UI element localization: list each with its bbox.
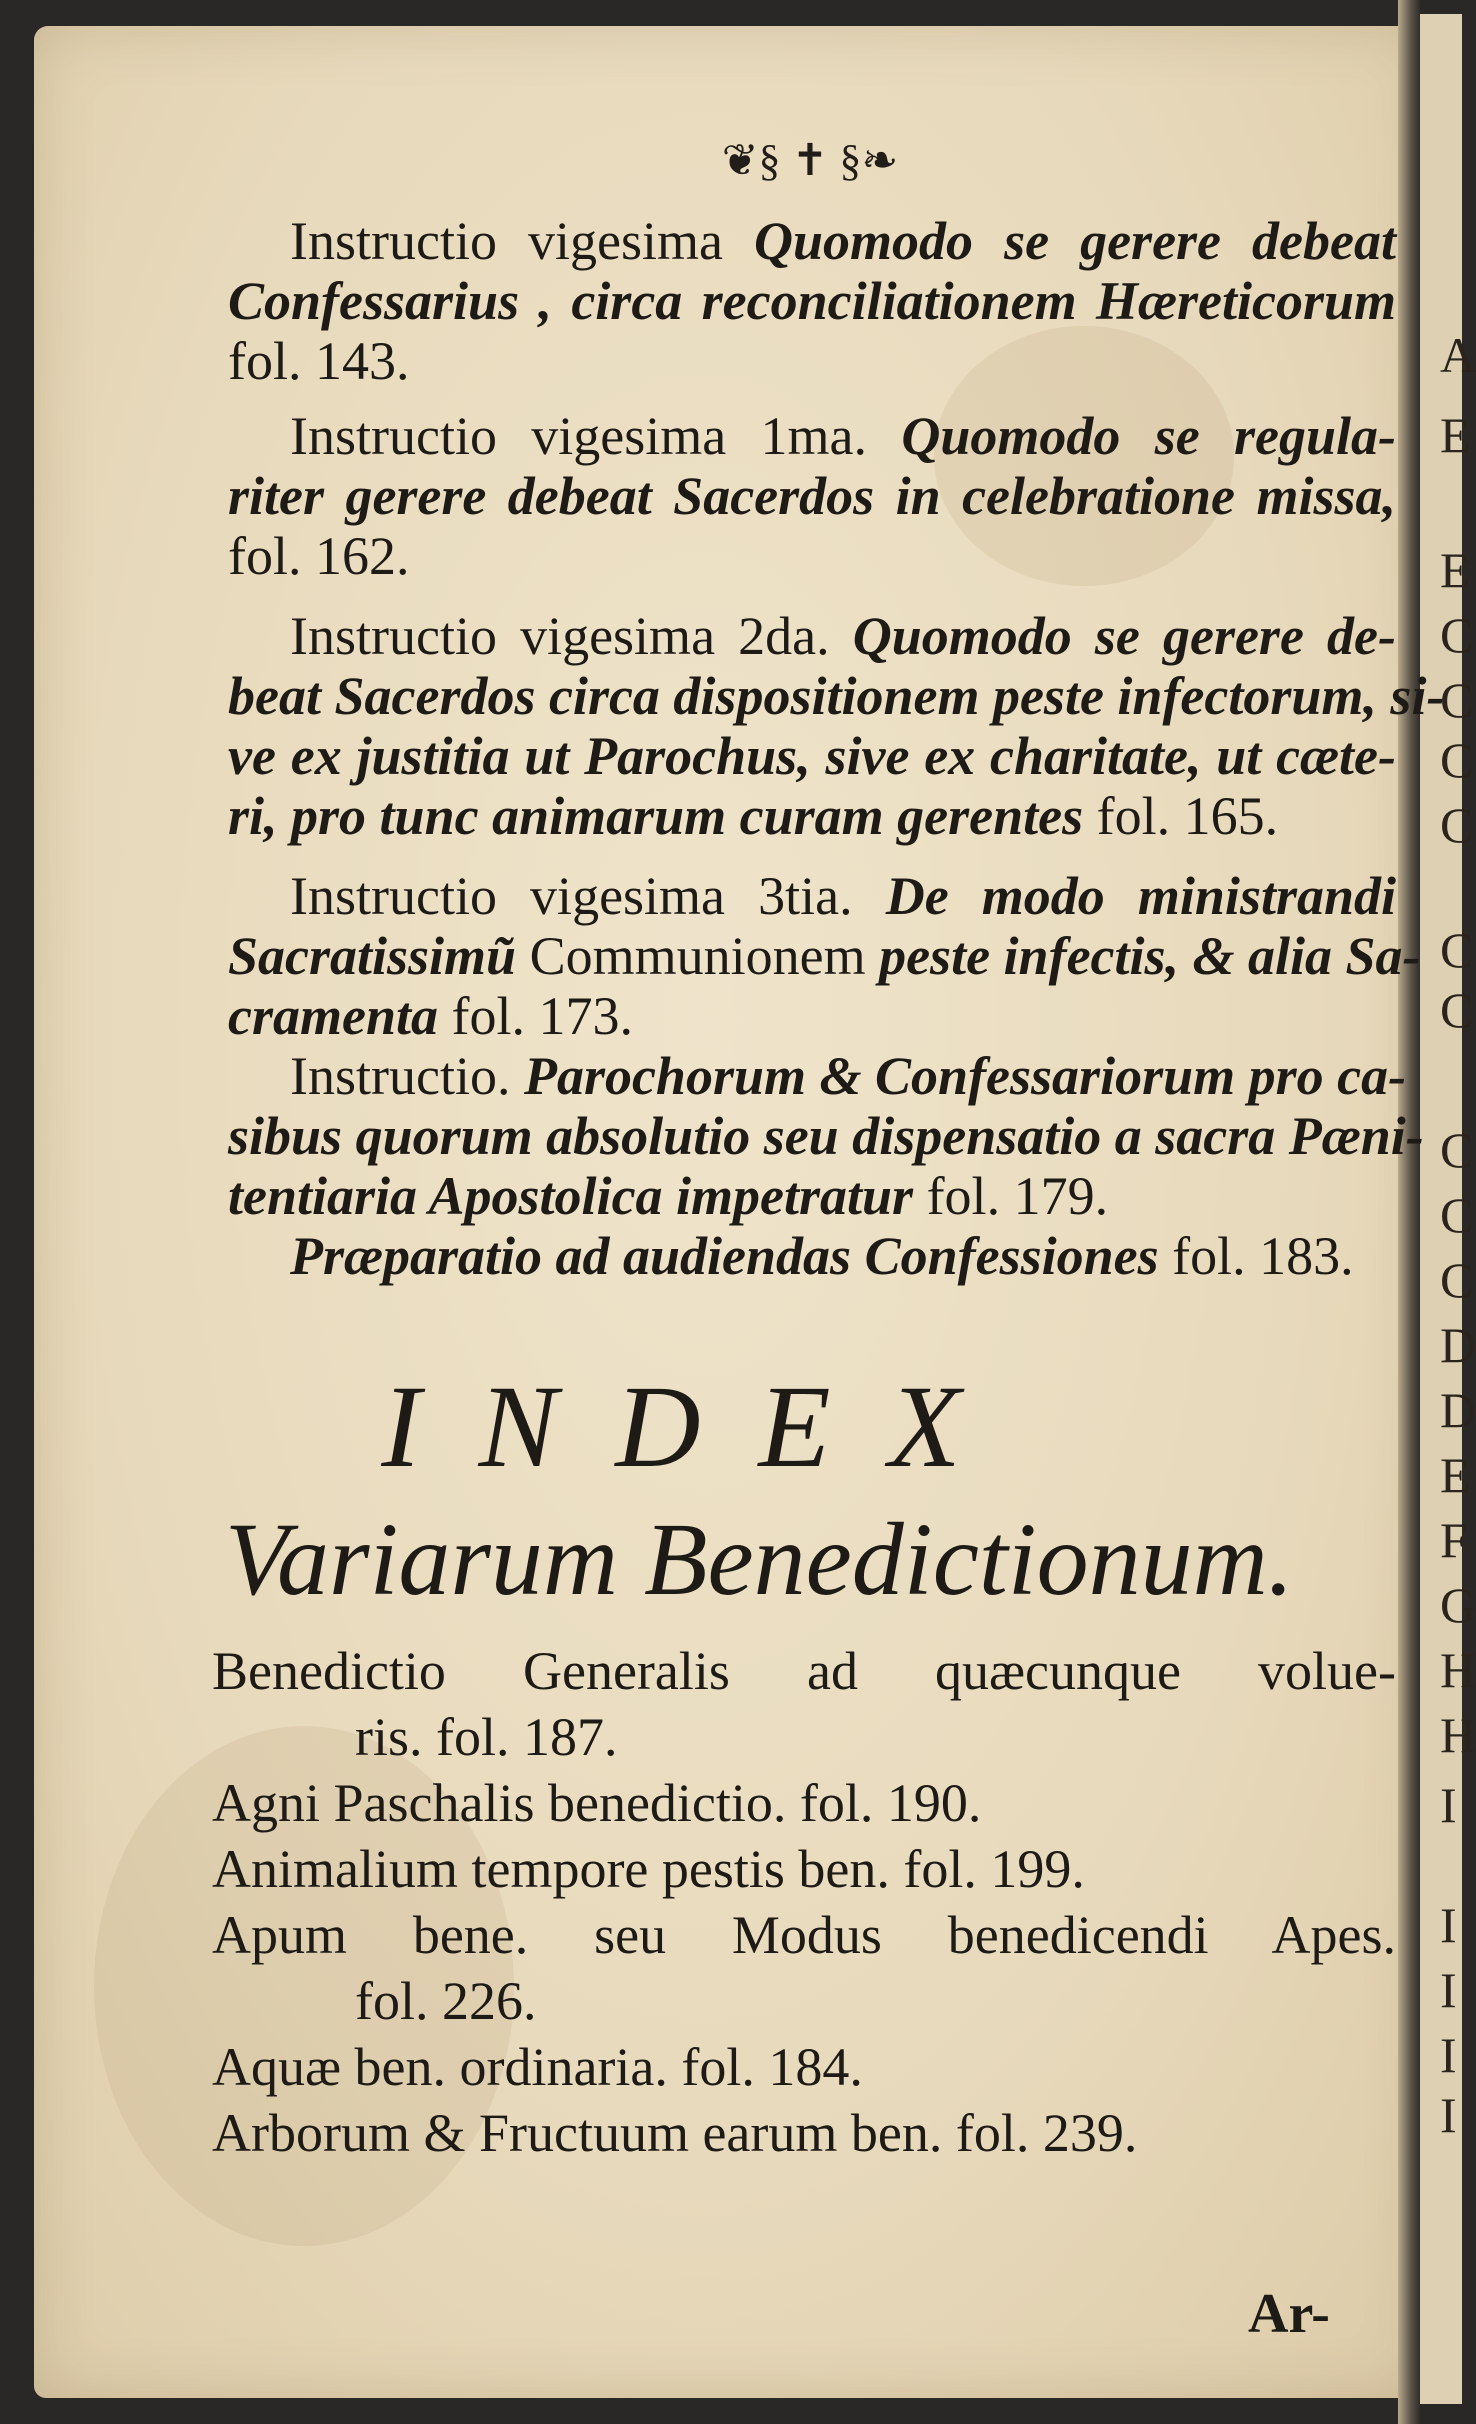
instruction-italic: ve ex justitia ut Parochus, sive ex charitate, ut cæte- [228,726,1396,786]
instruction-italic: Quomodo se gerere de- [852,606,1396,666]
instruction-heading: Instructio. [290,1046,524,1106]
folio-reference: fol. 183. [1158,1226,1354,1286]
facing-page-letter: A [1440,327,1476,383]
facing-page-letter: I [1440,2087,1457,2143]
instruction-line [290,605,1396,667]
benediction-entry: Aquæ ben. ordinaria. fol. 184. [212,2037,863,2097]
facing-page-letter: G [1440,1577,1476,1633]
benediction-entry: Animalium tempore pestis ben. fol. 199. [212,1839,1085,1899]
index-title: INDEX [381,1361,1019,1492]
instruction-italic: Præparatio ad audiendas Confessiones [290,1226,1159,1286]
facing-page-letter: C [1440,732,1474,788]
instruction-line [228,985,633,1047]
facing-page-letter: E [1440,1447,1471,1503]
instruction-line [290,210,1396,272]
instruction-line [228,725,1396,787]
instruction-italic: Quomodo se gerere debeat [754,211,1396,271]
instruction-line [228,925,1421,987]
instruction-heading: Instructio vigesima 1ma. [290,406,902,466]
facing-page-letter: C [1440,607,1474,663]
instruction-heading: Instructio vigesima 3tia. [290,866,886,926]
facing-page-letter: D [1440,1382,1476,1438]
folio-reference: fol. 165. [1083,786,1279,846]
benediction-entry: Agni Paschalis benedictio. fol. 190. [212,1773,982,1833]
instruction-line [290,1045,1407,1107]
instruction-italic: cramenta [228,986,438,1046]
facing-page-letter: C [1440,672,1474,728]
facing-page-letter: F [1440,1512,1468,1568]
instruction-italic: sibus quorum absolutio seu dispensatio a sacra Pæni- [228,1106,1424,1166]
instruction-italic: De modo ministrandi [885,866,1397,926]
instruction-line [228,270,1396,332]
facing-page-letter: I [1440,1962,1457,2018]
instruction-line [228,1105,1424,1167]
folio-reference: fol. 179. [913,1166,1109,1226]
instruction-italic: Confessarius , circa reconciliationem Hæreticorum [228,271,1396,331]
benediction-entry: Benedictio Generalis ad quæcunque volue- [212,1641,1396,1701]
facing-page-letter: I [1440,1897,1457,1953]
facing-page-letter: C [1440,1252,1474,1308]
facing-page-letter: C [1440,1122,1474,1178]
facing-page-letter: H [1440,1642,1476,1698]
facing-page-letter: E [1440,542,1471,598]
instruction-line [228,785,1278,847]
instruction-italic: riter gerere debeat Sacerdos in celebratione missa, [228,466,1396,526]
instruction-line [228,1165,1108,1227]
instruction-line [290,1225,1396,1287]
index-subtitle: Variarum Benedictionum. [225,1502,1294,1617]
facing-page-letter: C [1440,982,1474,1038]
instruction-heading: fol. 143. [228,331,410,391]
instruction-italic: tentiaria Apostolica impetratur [228,1166,914,1226]
facing-page-letter: H [1440,1707,1476,1763]
facing-page-letter: D [1440,1317,1476,1373]
instruction-roman: Communionem [516,926,880,986]
instruction-italic: Quomodo se regula- [901,406,1396,466]
header-ornament: ❦§ ✝ §❧ [721,136,899,185]
instruction-italic: Sacratissimũ [228,926,517,986]
facing-page-letter: E [1440,407,1471,463]
facing-page-letter: I [1440,2027,1457,2083]
instruction-italic: Parochorum & Confessariorum pro ca- [523,1046,1407,1106]
instruction-line [290,865,1396,927]
folio-reference: fol. 173. [438,986,633,1046]
facing-page-letter: I [1440,1777,1457,1833]
instruction-line [228,465,1396,527]
instruction-italic: ri, pro tunc animarum curam gerentes [228,786,1084,846]
instruction-heading: Instructio vigesima [290,211,754,271]
facing-page-letter: C [1440,922,1474,978]
instruction-line [290,405,1396,467]
facing-page-letter: C [1440,1187,1474,1243]
benediction-entry-continuation: ris. fol. 187. [355,1707,618,1767]
instruction-italic: beat Sacerdos circa dispositionem peste infectorum, si- [228,666,1445,726]
benediction-entry: Apum bene. seu Modus benedicendi Apes. [212,1905,1396,1965]
instruction-line [228,330,410,392]
instruction-italic: peste infectis, & alia Sa- [879,926,1421,986]
catchword: Ar- [1248,2283,1330,2345]
instruction-heading: Instructio vigesima 2da. [290,606,853,666]
instruction-line [228,665,1445,727]
benediction-entry: Arborum & Fructuum earum ben. fol. 239. [212,2103,1138,2163]
book-gutter [1398,0,1420,2424]
facing-page-letter: C [1440,797,1474,853]
benediction-entry-continuation: fol. 226. [355,1971,537,2031]
instruction-heading: fol. 162. [228,526,410,586]
instruction-line [228,525,410,587]
